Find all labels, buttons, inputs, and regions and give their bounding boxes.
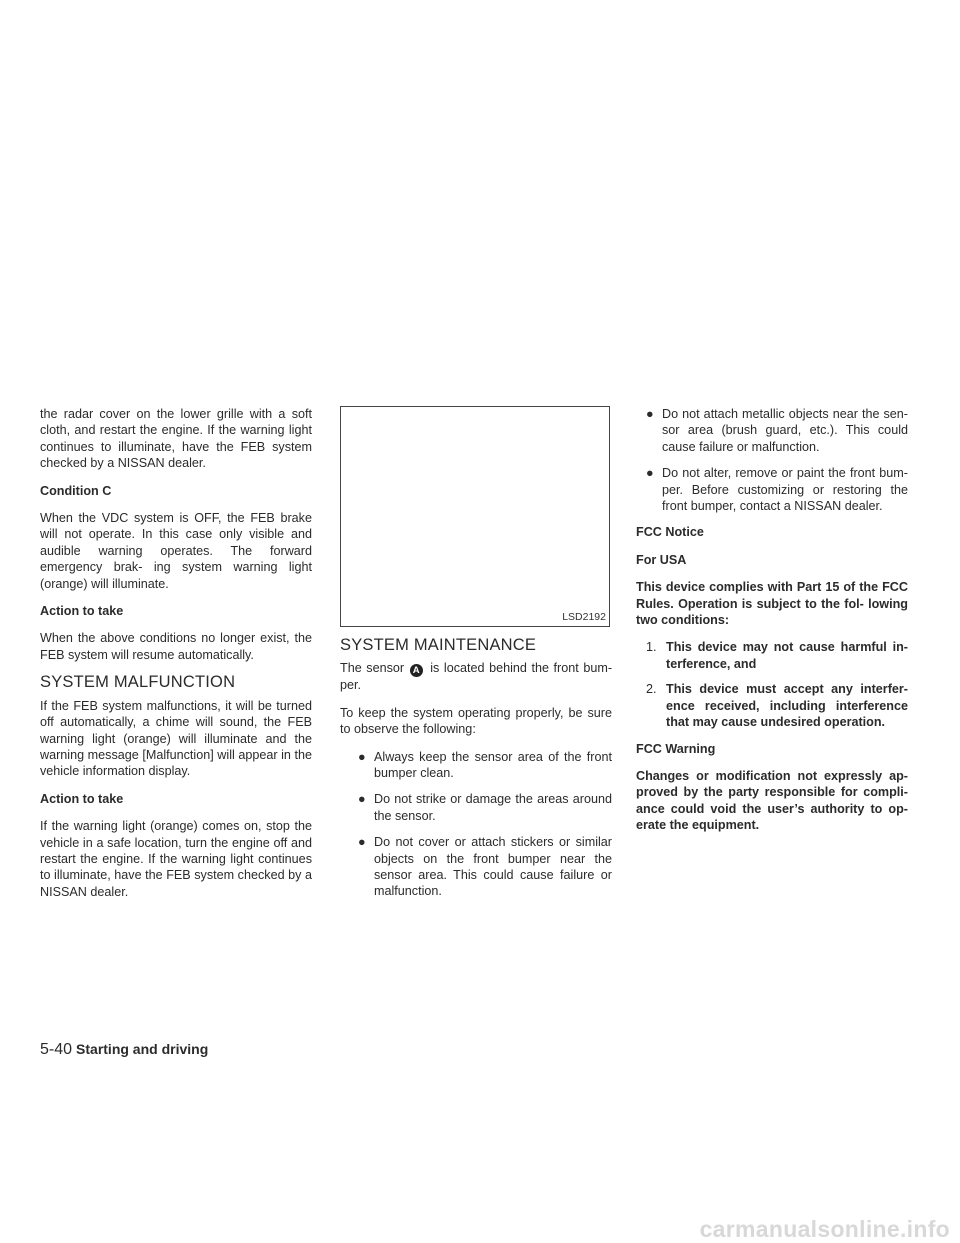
compliance-paragraph: This device complies with Part 15 of the FCC Rules. Operation is subject to the fol- lowing two conditions:: [636, 580, 908, 628]
list-item: 1. This device may not cause harmful in- terference, and: [646, 640, 908, 671]
action-heading-2: Action to take: [40, 791, 124, 806]
sensor-text-before: The sensor: [340, 661, 405, 676]
list-item: ● Do not cover or attach stickers or similar objects on the front bumper near the sensor area. This could cause failure or malfunction.: [358, 835, 612, 899]
fcc-notice-heading: FCC Notice: [636, 525, 704, 540]
bullet-icon: ●: [358, 749, 366, 764]
intro-paragraph: the radar cover on the lower grille with a soft cloth, and restart the engine. If the warning light continues to illuminate, have the FEB system checked by a NISSAN dealer.: [40, 407, 312, 471]
maintenance-bullet-list: [340, 749, 612, 900]
maintenance-bullet-list-continued: [636, 406, 908, 514]
column-middle: [340, 406, 612, 910]
sensor-paragraph: [340, 660, 612, 693]
list-item: ● Do not alter, remove or paint the front bum- per. Before customizing or restoring the front bumper, contact a NISSAN dealer.: [646, 466, 908, 514]
bullet-icon: ●: [646, 407, 654, 421]
sensor-text-after: is located behind the front bum- per.: [340, 661, 613, 693]
list-item: ● Always keep the sensor area of the front bumper clean.: [358, 749, 612, 781]
sensor-marker-icon: A: [410, 664, 423, 677]
observe-paragraph: To keep the system operating properly, be sure to observe the following:: [340, 705, 612, 737]
action-paragraph-1: When the above conditions no longer exist, the FEB system will resume automatically.: [40, 631, 312, 662]
malfunction-paragraph: If the FEB system malfunctions, it will be turned off automatically, a chime will sound, the FEB warning light (orange) will illuminate and the warning message [Malfunction] will appear in the vehicle information display.: [40, 698, 312, 779]
page-number: 5-40: [40, 1041, 73, 1058]
sensor-figure: [340, 406, 610, 627]
watermark: carmanualsonline.info: [699, 1216, 950, 1242]
action-heading-1: Action to take: [40, 604, 124, 619]
list-item: ● Do not attach metallic objects near the sen- sor area (brush guard, etc.). This could cause failure or malfunction.: [646, 407, 908, 454]
list-item: 2. This device must accept any interfer- ence received, including interference that may cause undesired operation.: [646, 682, 908, 730]
malfunction-heading: SYSTEM MALFUNCTION: [40, 673, 236, 692]
bullet-icon: ●: [358, 792, 366, 807]
column-right: [636, 406, 908, 845]
bullet-icon: ●: [358, 835, 366, 850]
figure-label: LSD2192: [562, 610, 606, 623]
list-item: ● Do not strike or damage the areas around the sensor.: [358, 792, 612, 823]
section-title: Starting and driving: [76, 1041, 209, 1057]
conditions-list: [636, 639, 908, 730]
page-footer: [40, 1041, 208, 1059]
condition-c-paragraph: When the VDC system is OFF, the FEB brake will not operate. In this case only visible and audible warning operates. The forward emergency brak- ing system warning light (orange) will illuminate.: [40, 511, 312, 591]
fcc-warning-heading: FCC Warning: [636, 741, 716, 756]
for-usa-heading: For USA: [636, 552, 687, 567]
fcc-warning-paragraph: Changes or modification not expressly ap- proved by the party responsible for compli- ance could void the user’s authority to op- erate the equipment.: [636, 768, 908, 833]
condition-c-heading: Condition C: [40, 483, 112, 498]
bullet-icon: ●: [646, 466, 654, 481]
column-left: [40, 406, 312, 911]
maintenance-heading: SYSTEM MAINTENANCE: [340, 636, 537, 654]
action-paragraph-2: If the warning light (orange) comes on, stop the vehicle in a safe location, turn the engine off and restart the engine. If the warning light continues to illuminate, have the FEB system checked by a NISSAN dealer.: [40, 819, 312, 899]
